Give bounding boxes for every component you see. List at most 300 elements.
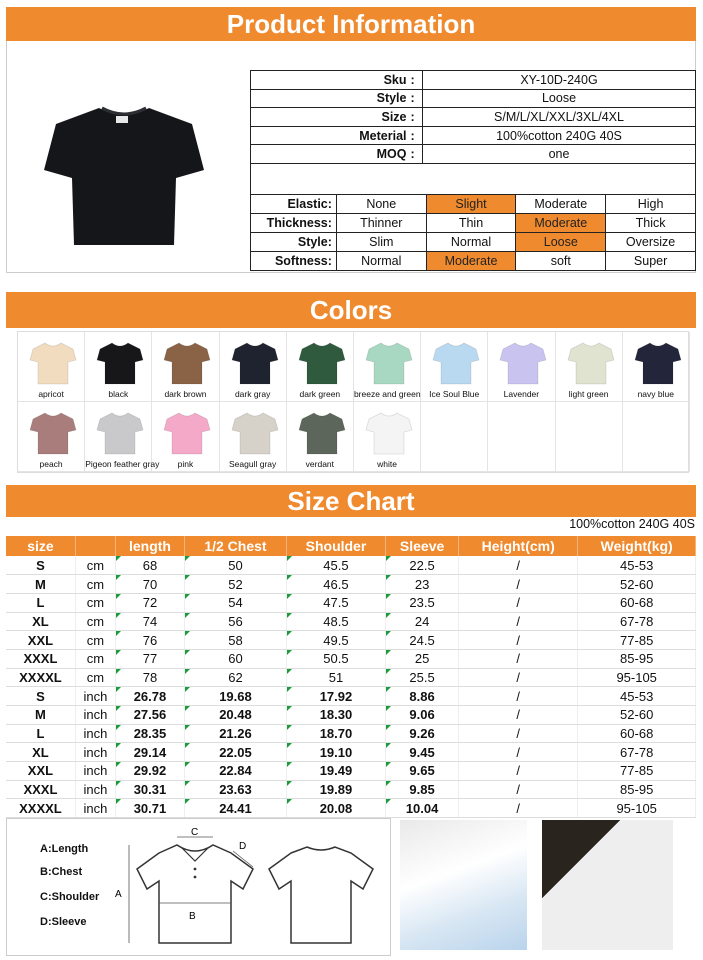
- size-chart-value: /: [516, 613, 521, 629]
- cell-marker-icon: [116, 706, 121, 711]
- cell-marker-icon: [287, 743, 292, 748]
- size-chart-cell: [115, 668, 184, 687]
- attribute-row: [251, 252, 696, 271]
- color-swatch[interactable]: [18, 332, 85, 402]
- cell-marker-icon: [287, 575, 292, 580]
- size-chart-row: [6, 724, 696, 743]
- size-chart-cell: [185, 649, 287, 668]
- spec-key: Style: [251, 89, 411, 108]
- size-chart-cell: [6, 687, 75, 706]
- tshirt-icon: [366, 340, 412, 386]
- color-name: dark gray: [234, 389, 271, 399]
- cell-marker-icon: [386, 669, 391, 674]
- size-chart-value: 22.84: [219, 763, 252, 779]
- size-chart-cell: [578, 743, 696, 762]
- size-chart-value: inch: [83, 800, 108, 816]
- attribute-option-selected: Moderate: [426, 252, 516, 271]
- size-chart-row: [6, 556, 696, 575]
- color-swatch[interactable]: [556, 332, 623, 402]
- spec-key: Meterial: [251, 126, 411, 145]
- size-chart-header: length: [115, 536, 184, 556]
- size-chart-cell: [459, 575, 578, 594]
- size-chart-value: 68: [142, 557, 158, 573]
- cell-marker-icon: [185, 556, 190, 561]
- size-chart-value: 52-60: [620, 576, 654, 592]
- size-chart-cell: [115, 706, 184, 725]
- size-chart-cell: [115, 593, 184, 612]
- size-chart-value: 27.56: [133, 707, 167, 723]
- size-chart-value: inch: [83, 763, 108, 779]
- size-chart-cell: [75, 575, 115, 594]
- spec-colon: :: [411, 145, 423, 164]
- fabric-detail-photo-1: [400, 820, 527, 950]
- size-chart-value: cm: [86, 613, 105, 629]
- size-chart-value: 70: [142, 576, 158, 592]
- attribute-option: Thick: [606, 214, 696, 233]
- tshirt-product-image: [44, 100, 204, 245]
- legend-shoulder: C:Shoulder: [40, 891, 100, 903]
- size-chart-cell: [386, 612, 459, 631]
- size-chart-header: [75, 536, 115, 556]
- size-chart-cell: [578, 687, 696, 706]
- label-b: B: [189, 911, 196, 922]
- cell-marker-icon: [287, 706, 292, 711]
- spec-colon: :: [411, 89, 423, 108]
- size-chart-cell: [115, 556, 184, 575]
- color-swatch[interactable]: [287, 402, 354, 472]
- cell-marker-icon: [287, 613, 292, 618]
- size-chart-row: [6, 631, 696, 650]
- size-chart-value: 25.5: [409, 669, 435, 685]
- size-chart-header: Height(cm): [459, 536, 578, 556]
- colors-banner: [6, 292, 696, 328]
- size-chart-value: 10.04: [405, 800, 439, 816]
- size-chart-value: 45-53: [620, 688, 654, 704]
- attribute-row: [251, 195, 696, 214]
- attribute-option: Normal: [336, 252, 426, 271]
- size-chart-cell: [286, 724, 385, 743]
- size-chart-value: 19.10: [319, 744, 353, 760]
- size-chart-value: 23.5: [409, 595, 435, 611]
- spec-key: Sku: [251, 71, 411, 90]
- size-chart-cell: [386, 743, 459, 762]
- attribute-option: Slim: [336, 233, 426, 252]
- size-chart-cell: [459, 799, 578, 818]
- size-chart-cell: [6, 593, 75, 612]
- size-chart-cell: [386, 780, 459, 799]
- size-chart-cell: [578, 649, 696, 668]
- colors-grid: [17, 331, 689, 473]
- size-chart-cell: [6, 668, 75, 687]
- product-information-banner: [6, 7, 696, 41]
- size-chart-value: cm: [86, 669, 105, 685]
- size-chart-value: 24.41: [219, 800, 252, 816]
- color-name: pink: [177, 459, 194, 469]
- cell-marker-icon: [185, 613, 190, 618]
- color-swatch[interactable]: [488, 332, 555, 402]
- size-chart-value: 45.5: [323, 557, 349, 573]
- size-chart-value: S: [36, 557, 45, 573]
- size-chart-cell: [75, 612, 115, 631]
- size-chart-cell: [578, 631, 696, 650]
- tshirt-icon: [97, 340, 143, 386]
- color-name: verdant: [305, 459, 335, 469]
- size-chart-value: 47.5: [323, 595, 349, 611]
- empty-swatch: [556, 402, 623, 472]
- size-chart-value: 77-85: [620, 763, 654, 779]
- tshirt-icon: [635, 340, 681, 386]
- size-chart-cell: [115, 743, 184, 762]
- size-chart-cell: [286, 556, 385, 575]
- color-swatch[interactable]: [85, 332, 152, 402]
- color-swatch[interactable]: [85, 402, 160, 472]
- size-chart-value: 46.5: [323, 576, 349, 592]
- size-chart-row: [6, 799, 696, 818]
- fabric-detail-photo-2: [542, 820, 673, 950]
- size-chart-value: 67-78: [620, 613, 654, 629]
- cell-marker-icon: [386, 781, 391, 786]
- size-chart-cell: [115, 799, 184, 818]
- size-chart-cell: [185, 612, 287, 631]
- cell-marker-icon: [116, 556, 121, 561]
- spec-key: MOQ: [251, 145, 411, 164]
- size-chart-value: XL: [32, 744, 49, 760]
- size-chart-cell: [6, 612, 75, 631]
- size-chart-cell: [185, 724, 287, 743]
- size-chart-value: 56: [228, 613, 243, 629]
- size-chart-value: 24: [414, 613, 430, 629]
- size-chart-cell: [386, 668, 459, 687]
- size-chart-cell: [286, 762, 385, 781]
- size-chart-cell: [286, 799, 385, 818]
- size-chart-header: size: [6, 536, 75, 556]
- size-chart-cell: [459, 631, 578, 650]
- size-chart-value: 22.5: [409, 557, 435, 573]
- cell-marker-icon: [185, 650, 190, 655]
- size-chart-value: 74: [142, 613, 158, 629]
- color-name: Seagull gray: [229, 459, 277, 469]
- tshirt-icon: [232, 410, 278, 456]
- size-chart-value: 24.5: [409, 632, 435, 648]
- legend-length: A:Length: [40, 843, 89, 855]
- size-chart-value: 85-95: [620, 651, 654, 667]
- size-chart-value: XXL: [27, 632, 54, 648]
- cell-marker-icon: [287, 556, 292, 561]
- size-chart-cell: [75, 593, 115, 612]
- size-chart-row: [6, 593, 696, 612]
- size-chart-cell: [459, 556, 578, 575]
- attribute-option: None: [336, 195, 426, 214]
- color-name: light green: [568, 389, 609, 399]
- spec-key: Size: [251, 108, 411, 127]
- size-chart-value: /: [516, 782, 521, 798]
- attribute-key: Elastic:: [251, 195, 337, 214]
- size-chart-row: [6, 706, 696, 725]
- size-chart-value: L: [36, 595, 45, 611]
- size-chart-value: /: [516, 595, 521, 611]
- spec-value: 100%cotton 240G 40S: [423, 126, 696, 145]
- size-chart-cell: [578, 706, 696, 725]
- size-chart-value: 20.08: [319, 800, 353, 816]
- size-chart-cell: [286, 612, 385, 631]
- size-chart-cell: [386, 762, 459, 781]
- color-swatch[interactable]: [623, 332, 690, 402]
- size-chart-value: 62: [228, 669, 243, 685]
- size-chart-value: 22.05: [219, 744, 252, 760]
- color-swatch[interactable]: [18, 402, 85, 472]
- cell-marker-icon: [386, 650, 391, 655]
- size-chart-row: [6, 668, 696, 687]
- size-chart-value: XXL: [27, 763, 54, 779]
- size-chart-value: 58: [228, 632, 243, 648]
- size-chart-value: 52: [228, 576, 243, 592]
- cell-marker-icon: [386, 594, 391, 599]
- size-chart-cell: [386, 706, 459, 725]
- cell-marker-icon: [287, 725, 292, 730]
- size-chart-cell: [185, 780, 287, 799]
- attribute-option: Thinner: [336, 214, 426, 233]
- size-chart-value: 48.5: [323, 613, 349, 629]
- size-chart-cell: [115, 575, 184, 594]
- cell-marker-icon: [287, 631, 292, 636]
- color-swatch[interactable]: [287, 332, 354, 402]
- size-chart-cell: [75, 649, 115, 668]
- spec-row: [251, 145, 696, 164]
- spec-value: one: [423, 145, 696, 164]
- size-chart-table: [6, 536, 696, 818]
- size-chart-value: L: [36, 726, 45, 742]
- attribute-key: Softness:: [251, 252, 337, 271]
- size-chart-cell: [185, 575, 287, 594]
- size-chart-value: inch: [83, 744, 108, 760]
- cell-marker-icon: [386, 706, 391, 711]
- cell-marker-icon: [116, 669, 121, 674]
- size-chart-cell: [578, 724, 696, 743]
- size-chart-value: 18.70: [319, 726, 353, 742]
- size-chart-value: /: [516, 669, 521, 685]
- size-chart-value: /: [516, 726, 521, 742]
- size-chart-value: cm: [86, 632, 105, 648]
- size-chart-cell: [6, 556, 75, 575]
- attribute-option: Moderate: [516, 195, 606, 214]
- size-chart-cell: [286, 743, 385, 762]
- spec-colon: :: [411, 71, 423, 90]
- size-chart-value: M: [35, 576, 46, 592]
- size-chart-row: [6, 612, 696, 631]
- size-chart-value: 95-105: [616, 800, 657, 816]
- size-chart-cell: [459, 649, 578, 668]
- size-chart-cell: [185, 743, 287, 762]
- size-chart-cell: [75, 687, 115, 706]
- size-chart-value: 21.26: [219, 726, 252, 742]
- legend-sleeve: D:Sleeve: [40, 916, 87, 928]
- size-chart-value: 19.49: [319, 763, 353, 779]
- size-chart-cell: [459, 687, 578, 706]
- size-chart-value: 76: [142, 632, 158, 648]
- spec-row: [251, 89, 696, 108]
- cell-marker-icon: [185, 575, 190, 580]
- tshirt-icon: [164, 340, 210, 386]
- size-chart-value: 29.14: [133, 744, 167, 760]
- size-chart-value: /: [516, 576, 521, 592]
- size-chart-cell: [578, 780, 696, 799]
- color-swatch[interactable]: [152, 402, 219, 472]
- cell-marker-icon: [185, 594, 190, 599]
- size-chart-value: 29.92: [133, 763, 167, 779]
- tshirt-icon: [164, 410, 210, 456]
- size-chart-cell: [286, 706, 385, 725]
- spec-table: [250, 70, 696, 164]
- size-chart-value: 28.35: [133, 726, 167, 742]
- color-name: white: [377, 459, 397, 469]
- cell-marker-icon: [386, 743, 391, 748]
- color-name: dark brown: [164, 389, 207, 399]
- size-chart-value: 20.48: [219, 707, 252, 723]
- size-chart-cell: [578, 556, 696, 575]
- size-chart-cell: [6, 743, 75, 762]
- size-chart-value: XXXL: [23, 782, 58, 798]
- size-chart-value: inch: [83, 688, 108, 704]
- size-chart-cell: [578, 612, 696, 631]
- size-chart-value: 9.06: [409, 707, 435, 723]
- size-chart-cell: [115, 687, 184, 706]
- size-chart-cell: [6, 780, 75, 799]
- spec-value: S/M/L/XL/XXL/3XL/4XL: [423, 108, 696, 127]
- spec-row: [251, 108, 696, 127]
- attribute-option: Thin: [426, 214, 516, 233]
- attribute-option-selected: Moderate: [516, 214, 606, 233]
- spec-colon: :: [411, 108, 423, 127]
- size-chart-cell: [386, 799, 459, 818]
- size-chart-value: 50.5: [323, 651, 349, 667]
- size-chart-cell: [115, 724, 184, 743]
- tshirt-icon: [299, 340, 345, 386]
- size-chart-value: 72: [142, 595, 158, 611]
- size-chart-cell: [75, 799, 115, 818]
- size-chart-cell: [115, 631, 184, 650]
- size-chart-cell: [286, 575, 385, 594]
- color-swatch[interactable]: [220, 402, 287, 472]
- size-chart-header: Sleeve: [386, 536, 459, 556]
- size-chart-row: [6, 762, 696, 781]
- tshirt-icon: [500, 340, 546, 386]
- cell-marker-icon: [116, 781, 121, 786]
- size-chart-value: 9.65: [409, 763, 435, 779]
- size-chart-value: 23.63: [219, 782, 252, 798]
- color-name: Ice Soul Blue: [429, 389, 480, 399]
- size-chart-cell: [459, 612, 578, 631]
- cell-marker-icon: [386, 725, 391, 730]
- size-chart-value: 54: [228, 595, 243, 611]
- size-chart-value: 67-78: [620, 744, 654, 760]
- cell-marker-icon: [116, 594, 121, 599]
- size-chart-value: cm: [86, 557, 105, 573]
- attribute-option-selected: Loose: [516, 233, 606, 252]
- attribute-option: Normal: [426, 233, 516, 252]
- size-chart-cell: [578, 668, 696, 687]
- size-chart-cell: [578, 762, 696, 781]
- size-chart-cell: [578, 593, 696, 612]
- color-name: apricot: [38, 389, 64, 399]
- attribute-option: High: [606, 195, 696, 214]
- cell-marker-icon: [386, 762, 391, 767]
- size-chart-cell: [286, 687, 385, 706]
- size-chart-cell: [459, 593, 578, 612]
- size-chart-cell: [6, 649, 75, 668]
- tshirt-icon: [433, 340, 479, 386]
- size-chart-row: [6, 687, 696, 706]
- color-swatch[interactable]: [354, 402, 421, 472]
- size-chart-value: 49.5: [323, 632, 349, 648]
- size-chart-banner: [6, 485, 696, 517]
- size-chart-value: M: [35, 707, 46, 723]
- size-chart-cell: [185, 706, 287, 725]
- cell-marker-icon: [287, 687, 292, 692]
- size-chart-value: 60-68: [620, 726, 654, 742]
- size-chart-cell: [386, 575, 459, 594]
- size-chart-cell: [185, 668, 287, 687]
- size-chart-value: XXXL: [23, 651, 58, 667]
- cell-marker-icon: [185, 743, 190, 748]
- cell-marker-icon: [116, 762, 121, 767]
- size-chart-header: Weight(kg): [578, 536, 696, 556]
- cell-marker-icon: [116, 725, 121, 730]
- size-chart-row: [6, 649, 696, 668]
- size-chart-value: 45-53: [620, 557, 654, 573]
- spec-colon: :: [411, 126, 423, 145]
- size-chart-cell: [386, 556, 459, 575]
- size-chart-cell: [185, 631, 287, 650]
- size-chart-cell: [185, 593, 287, 612]
- color-name: Pigeon feather gray: [85, 459, 160, 469]
- size-chart-cell: [386, 649, 459, 668]
- size-chart-value: /: [516, 744, 521, 760]
- size-chart-value: XXXXL: [19, 800, 62, 816]
- color-swatch[interactable]: [354, 332, 421, 402]
- cell-marker-icon: [116, 631, 121, 636]
- size-chart-value: /: [516, 800, 521, 816]
- attribute-key: Style:: [251, 233, 337, 252]
- size-chart-value: 50: [228, 557, 243, 573]
- size-chart-value: 23: [414, 576, 430, 592]
- size-chart-cell: [75, 706, 115, 725]
- size-chart-cell: [286, 780, 385, 799]
- cell-marker-icon: [116, 687, 121, 692]
- tshirt-icon: [97, 410, 143, 456]
- size-chart-value: 19.68: [219, 688, 252, 704]
- size-chart-value: 78: [142, 669, 158, 685]
- size-chart-cell: [75, 668, 115, 687]
- color-swatch[interactable]: [152, 332, 219, 402]
- attribute-option: Super: [606, 252, 696, 271]
- size-chart-value: inch: [83, 726, 108, 742]
- size-chart-value: inch: [83, 782, 108, 798]
- cell-marker-icon: [287, 669, 292, 674]
- size-chart-value: /: [516, 651, 521, 667]
- size-chart-cell: [459, 780, 578, 799]
- size-chart-value: 60-68: [620, 595, 654, 611]
- size-chart-cell: [386, 724, 459, 743]
- size-chart-cell: [6, 575, 75, 594]
- attribute-option: Oversize: [606, 233, 696, 252]
- attribute-row: [251, 233, 696, 252]
- color-swatch[interactable]: [220, 332, 287, 402]
- color-swatch[interactable]: [421, 332, 488, 402]
- size-chart-value: 9.26: [409, 726, 435, 742]
- size-chart-value: /: [516, 557, 521, 573]
- size-chart-value: 26.78: [133, 688, 167, 704]
- cell-marker-icon: [185, 762, 190, 767]
